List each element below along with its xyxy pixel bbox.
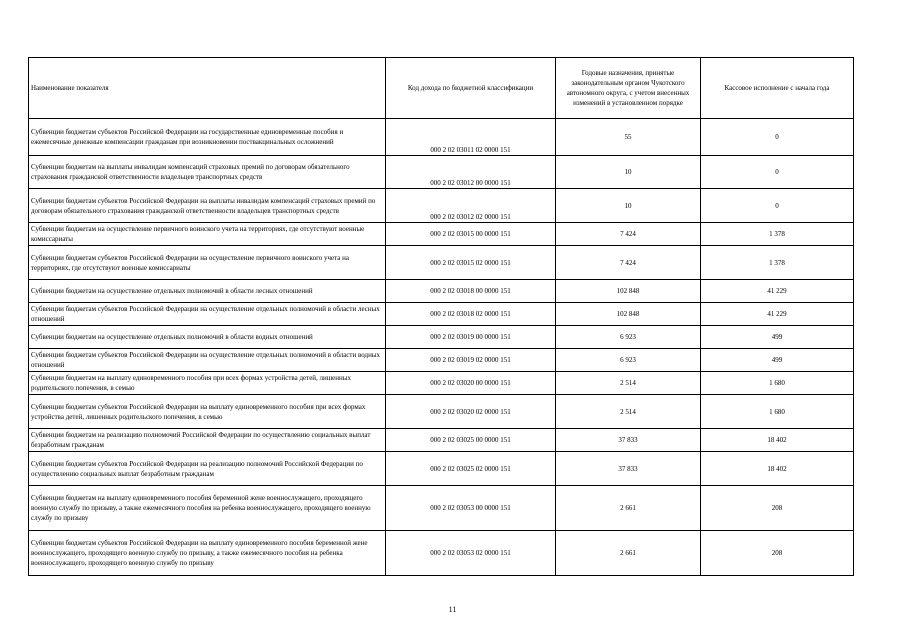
table-row [29,326,854,349]
annual-appropriations-cell: 2 514 [556,395,701,429]
indicator-name-cell: Субвенции бюджетам на выплату единовременного пособия беременной жене военнослужащего, проходящего военную службу по призыву, а также ежемесячного пособия на ребенка военнослужащего, проходящего военную службу по призыву [29,486,386,531]
table-row [29,280,854,303]
annual-appropriations-cell: 2 661 [556,486,701,531]
annual-appropriations-cell: 7 424 [556,223,701,246]
indicator-name-cell: Субвенции бюджетам на осуществление отдельных полномочий в области лесных отношений [29,280,386,303]
annual-appropriations-cell: 6 923 [556,349,701,372]
cash-execution-cell: 1 680 [701,395,854,429]
annual-appropriations-cell: 102 848 [556,303,701,326]
header-income-code: Код дохода по бюджетной классификации [386,58,556,119]
income-code-cell: 000 2 02 03025 02 0000 151 [386,452,556,486]
cash-execution-cell: 18 402 [701,429,854,452]
table-row [29,429,854,452]
indicator-name-cell: Субвенции бюджетам на выплаты инвалидам компенсаций страховых премий по договорам обязательного страхования гражданской ответственности владельцев транспортных средств [29,156,386,189]
cash-execution-cell: 0 [701,189,854,223]
income-code-cell: 000 2 02 03015 00 0000 151 [386,223,556,246]
annual-appropriations-cell: 37 833 [556,452,701,486]
income-code-cell: 000 2 02 03019 02 0000 151 [386,349,556,372]
indicator-name-cell: Субвенции бюджетам субъектов Российской Федерации на выплаты инвалидам компенсаций страховых премий по договорам обязательного страхования гражданской ответственности владельцев транспортных средств [29,189,386,223]
cash-execution-cell: 0 [701,156,854,189]
annual-appropriations-cell: 7 424 [556,246,701,280]
table-row [29,486,854,531]
cash-execution-cell: 1 378 [701,246,854,280]
annual-appropriations-cell: 37 833 [556,429,701,452]
income-code-cell: 000 2 02 03053 00 0000 151 [386,486,556,531]
header-annual-appropriations: Годовые назначения, принятые законодательным органом Чукотского автономного округа, с учетом внесенных изменений в установленном порядке [556,58,701,119]
indicator-name-cell: Субвенции бюджетам субъектов Российской Федерации на государственные единовременные пособия и ежемесячные денежные компенсации гражданам при возникновении поствакцинальных осложнений [29,119,386,156]
cash-execution-cell: 41 229 [701,303,854,326]
cash-execution-cell: 208 [701,531,854,576]
indicator-name-cell: Субвенции бюджетам на осуществление отдельных полномочий в области водных отношений [29,326,386,349]
cash-execution-cell: 1 378 [701,223,854,246]
indicator-name-cell: Субвенции бюджетам субъектов Российской Федерации на выплату единовременного пособия при всех формах устройства детей, лишенных родительского попечения, в семью [29,395,386,429]
annual-appropriations-cell: 2 661 [556,531,701,576]
income-code-cell: 000 2 02 03012 00 0000 151 [386,156,556,189]
indicator-name-cell: Субвенции бюджетам на осуществление первичного воинского учета на территориях, где отсутствуют военные комиссариаты [29,223,386,246]
annual-appropriations-cell: 6 923 [556,326,701,349]
header-indicator-name: Наименование показателя [29,58,386,119]
budget-table [28,57,854,576]
income-code-cell: 000 2 02 03015 02 0000 151 [386,246,556,280]
indicator-name-cell: Субвенции бюджетам субъектов Российской Федерации на реализацию полномочий Российской Федерации по осуществлению социальных выплат безработным гражданам [29,452,386,486]
table-row [29,349,854,372]
annual-appropriations-cell: 55 [556,119,701,156]
cash-execution-cell: 499 [701,326,854,349]
table-row [29,372,854,395]
income-code-cell: 000 2 02 03012 02 0000 151 [386,189,556,223]
annual-appropriations-cell: 10 [556,189,701,223]
indicator-name-cell: Субвенции бюджетам субъектов Российской Федерации на осуществление первичного воинского учета на территориях, где отсутствуют военные комиссариаты [29,246,386,280]
table-row [29,119,854,156]
indicator-name-cell: Субвенции бюджетам субъектов Российской Федерации на осуществление отдельных полномочий в области водных отношений [29,349,386,372]
indicator-name-cell: Субвенции бюджетам субъектов Российской Федерации на осуществление отдельных полномочий в области лесных отношений [29,303,386,326]
income-code-cell: 000 2 02 03019 00 0000 151 [386,326,556,349]
income-code-cell: 000 2 02 03018 02 0000 151 [386,303,556,326]
income-code-cell: 000 2 02 03020 02 0000 151 [386,395,556,429]
cash-execution-cell: 499 [701,349,854,372]
annual-appropriations-cell: 2 514 [556,372,701,395]
indicator-name-cell: Субвенции бюджетам субъектов Российской Федерации на выплату единовременного пособия беременной жене военнослужащего, проходящего военную службу по призыву, а также ежемесячного пособия на ребенка военнослужащего, проходящего военную службу по призыву [29,531,386,576]
header-row [29,58,854,119]
table-body [29,58,854,576]
annual-appropriations-cell: 102 848 [556,280,701,303]
income-code-cell: 000 2 02 03018 00 0000 151 [386,280,556,303]
table-row [29,452,854,486]
cash-execution-cell: 41 229 [701,280,854,303]
table-row [29,223,854,246]
table-row [29,246,854,280]
income-code-cell: 000 2 02 03025 00 0000 151 [386,429,556,452]
table-row [29,189,854,223]
page-number: 11 [448,605,457,614]
header-cash-execution: Кассовое исполнение с начала года [701,58,854,119]
indicator-name-cell: Субвенции бюджетам на выплату единовременного пособия при всех формах устройства детей, лишенных родительского попечения, в семью [29,372,386,395]
indicator-name-cell: Субвенции бюджетам на реализацию полномочий Российской Федерации по осуществлению социальных выплат безработным гражданам [29,429,386,452]
cash-execution-cell: 1 680 [701,372,854,395]
annual-appropriations-cell: 10 [556,156,701,189]
cash-execution-cell: 18 402 [701,452,854,486]
table-row [29,531,854,576]
income-code-cell: 000 2 02 03011 02 0000 151 [386,119,556,156]
table-row [29,303,854,326]
table-row [29,156,854,189]
income-code-cell: 000 2 02 03053 02 0000 151 [386,531,556,576]
cash-execution-cell: 208 [701,486,854,531]
cash-execution-cell: 0 [701,119,854,156]
income-code-cell: 000 2 02 03020 00 0000 151 [386,372,556,395]
table-row [29,395,854,429]
